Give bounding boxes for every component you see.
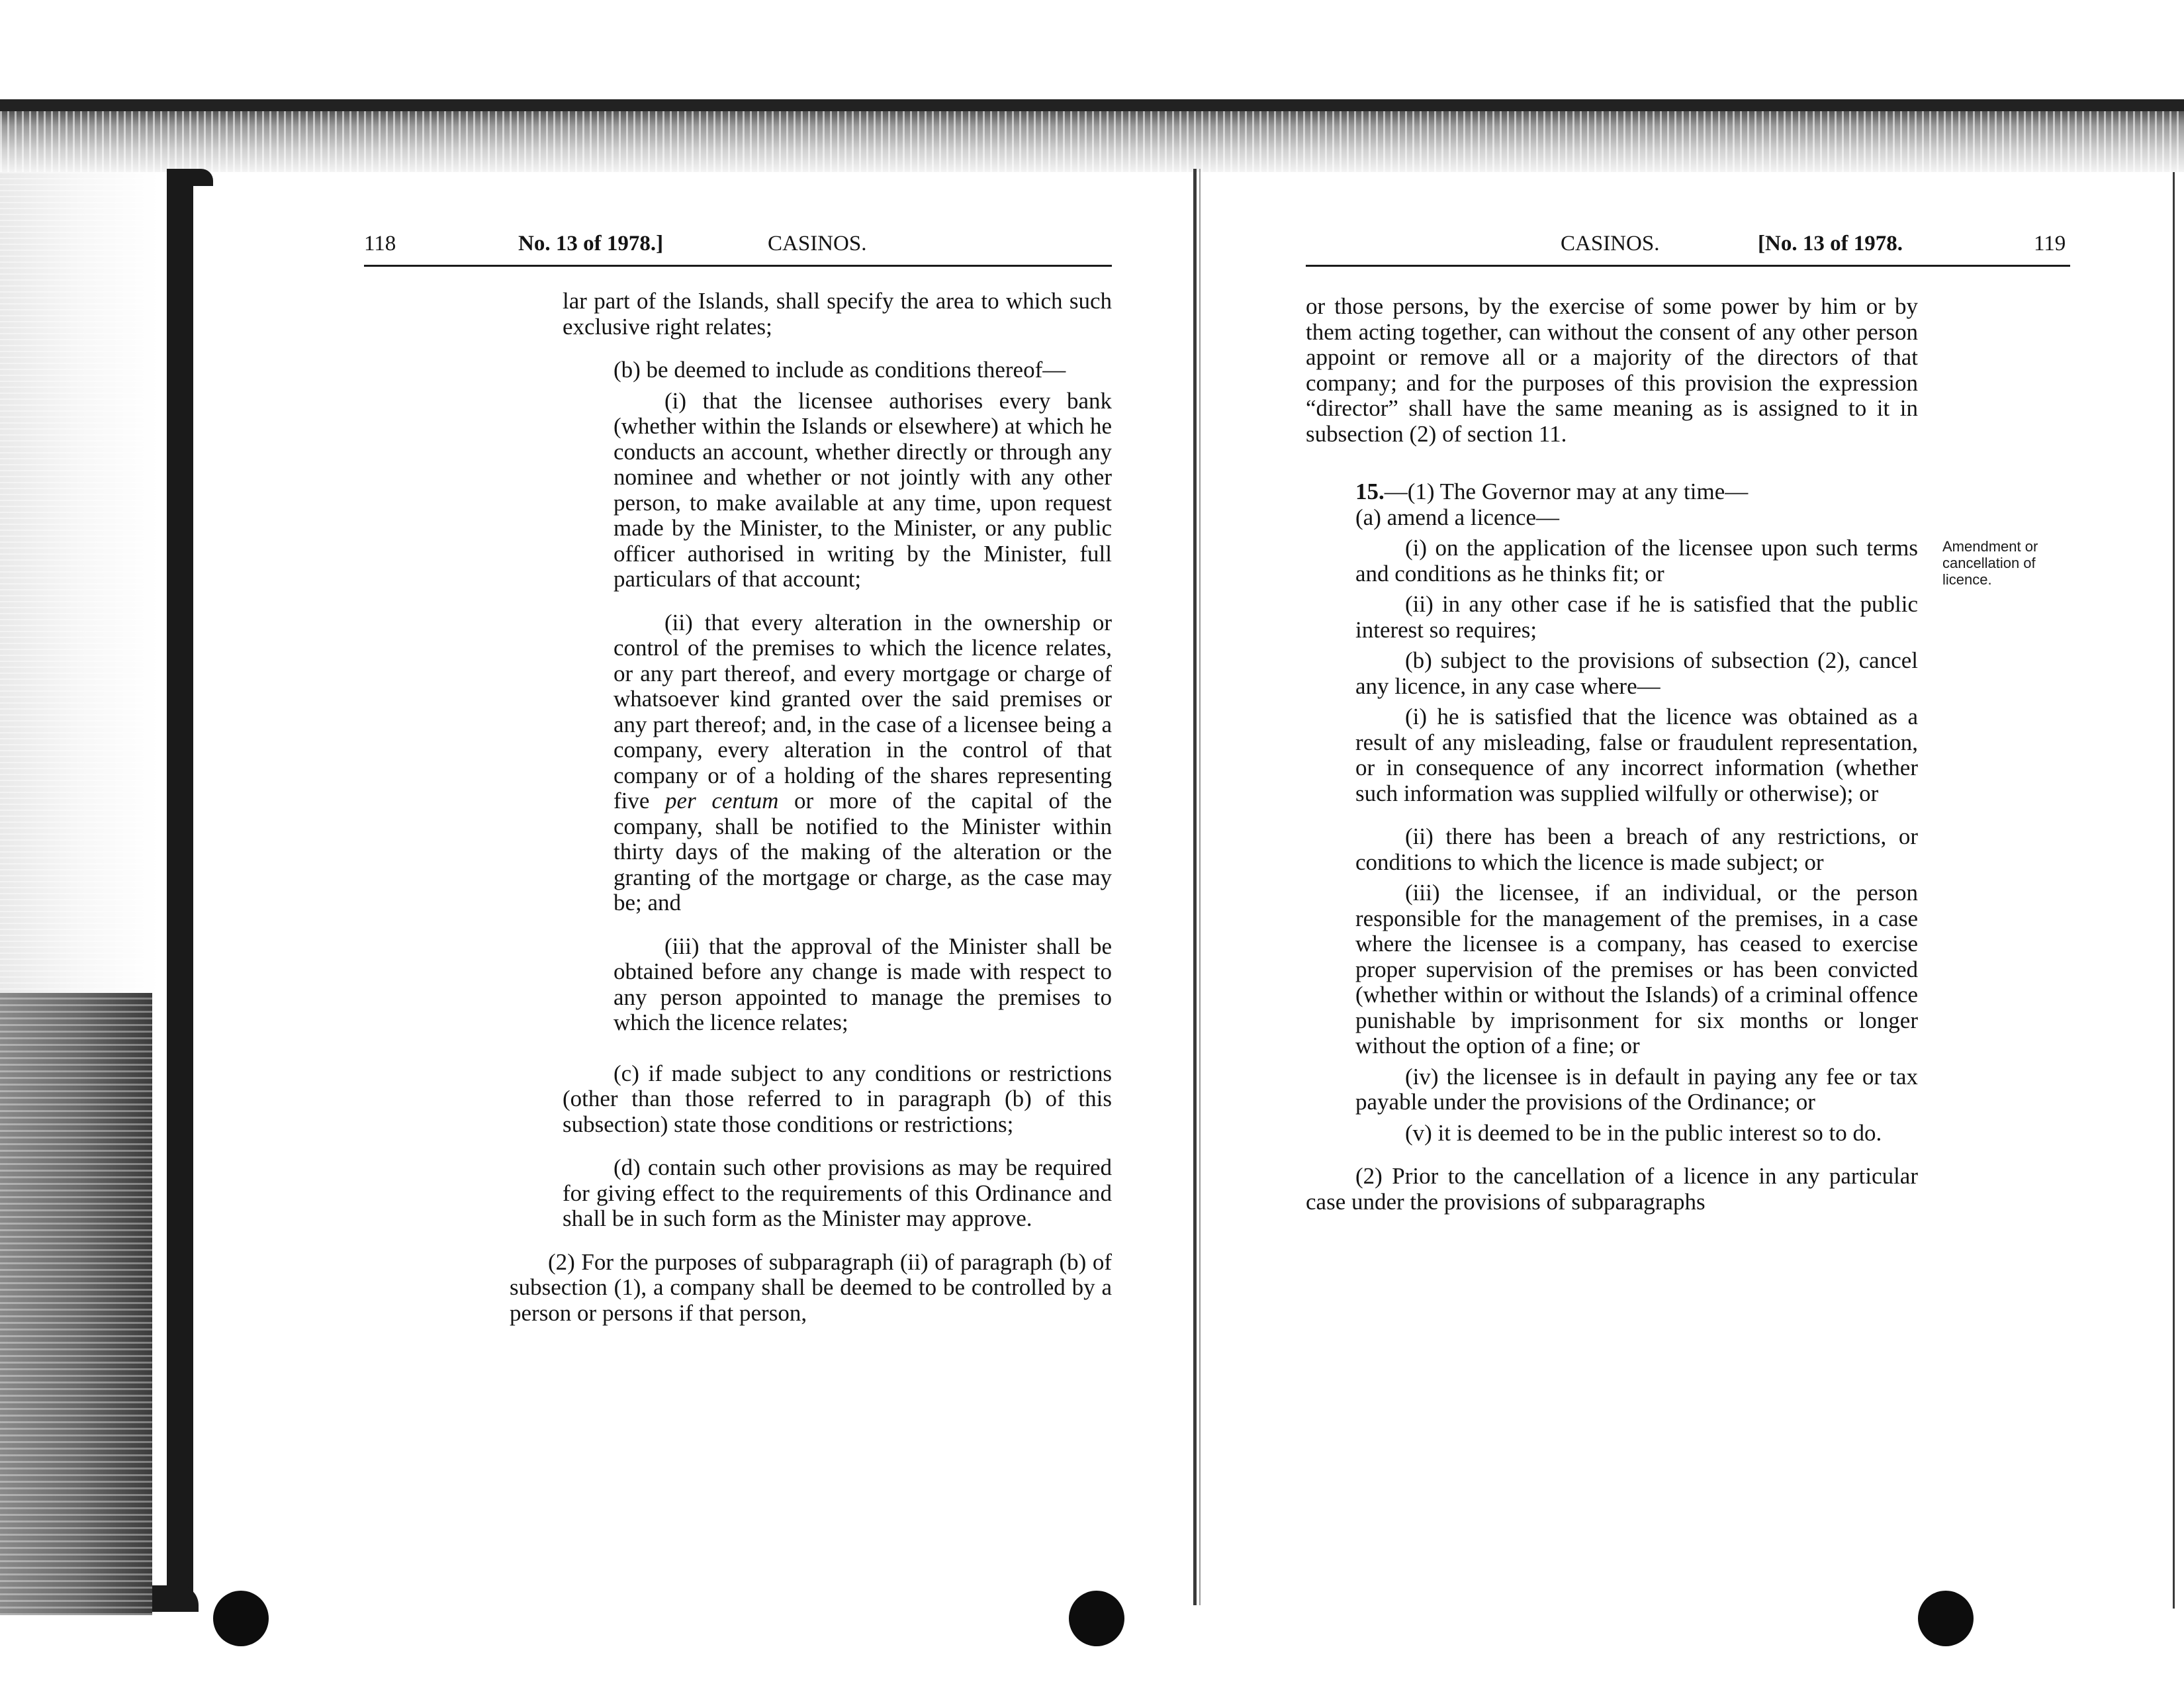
running-title: CASINOS. [768,232,867,256]
paragraph-b: (b) be deemed to include as conditions thereof— [614,357,1066,383]
subparagraph-b-i: (i) that the licensee authorises every bank (whether within the Islands or elsewhere) at which he conducts an account, whether directly or through any nominee and whether or not jointly with any other person, to make available at any time, upon request made by the Minister, to the Minister, or any public officer authorised in writing by the Minister, full particulars of that account; [614,387,1112,592]
page-number: 118 [364,232,396,256]
subparagraph-b-iv: (iv) the licensee is in default in paying any fee or tax payable under the provisions of the Ordinance; or [1355,1063,1918,1115]
italic-per-centum: per centum [665,788,779,814]
paragraph-b: (b) subject to the provisions of subsection (2), cancel any licence, in any case where— [1355,647,1918,699]
section-15: 15.—(1) The Governor may at any time— [1355,479,1749,504]
header-rule [364,265,1112,267]
left-body-text [364,289,1112,1326]
page-gutter [1193,169,1197,1605]
subparagraph-b-v: (v) it is deemed to be in the public interest so to do. [1405,1119,1882,1146]
paragraph-c: (c) if made subject to any conditions or restrictions (other than those referred to in paragraph (b) of this subsection) state those conditions or restrictions; [563,1060,1112,1137]
subsection-2: (2) For the purposes of subparagraph (ii) of paragraph (b) of subsection (1), a company shall be deemed to be controlled by a person or persons if that person, [510,1248,1112,1326]
ordinance-number: [No. 13 of 1978. [1758,232,1903,256]
ordinance-number: No. 13 of 1978.] [518,232,664,256]
paragraph-d: (d) contain such other provisions as may be required for giving effect to the requirements of this Ordinance and shall be in such form as the Minister may approve. [563,1154,1112,1231]
scan-left-shadow [0,993,152,1615]
binding-edge [167,169,193,1605]
punch-hole-right [1918,1591,1974,1646]
running-title: CASINOS. [1561,232,1660,256]
subparagraph-b-ii: (ii) there has been a breach of any restrictions, or conditions to which the licence is made subject; or [1355,823,1918,875]
running-head [364,232,1112,265]
paragraph-continuation: or those persons, by the exercise of some power by him or by them acting together, can without the consent of any other person appoint or remove all or a majority of the directors of that company; and for the purposes of this provision the expression “director” shall have the same meaning as is assigned to it in subsection (2) of section 11. [1306,293,1918,447]
subparagraph-b-i: (i) he is satisfied that the licence was obtained as a result of any misleading, false or fraudulent representation, or in consequence of any incorrect information (whether such information was supplied wilfully or otherwise); or [1355,704,1918,806]
paragraph-continuation: lar part of the Islands, shall specify the area to which such exclusive right relates; [563,288,1112,340]
subparagraph-b-ii: (ii) that every alteration in the ownership or control of the premises to which the licence relates, or any part thereof, and every mortgage or charge of whatsoever kind granted over the said premises or any part thereof; and, in the case of a licensee being a company, every alteration in the control of that company or of a holding of the shares representing five per centum or more of the capital of the company, shall be notified to the Minister within thirty days of the making of the alteration or the granting of the mortgage or charge, as the case may be; and [614,609,1112,915]
punch-hole-center [1069,1591,1124,1646]
right-page [1306,232,2070,1215]
subparagraph-b-iii: (iii) that the approval of the Minister shall be obtained before any change is made with respect to any person appointed to manage the premises to which the licence relates; [614,933,1112,1035]
header-rule [1306,265,2070,267]
subsection-2: (2) Prior to the cancellation of a licence in any particular case under the provisions of subparagraphs [1306,1163,1918,1215]
page-number: 119 [2034,232,2066,256]
subparagraph-a-ii: (ii) in any other case if he is satisfied that the public interest so requires; [1355,591,1918,643]
running-head [1306,232,2070,265]
subparagraph-a-i: (i) on the application of the licensee upon such terms and conditions as he thinks fit; or [1355,535,1918,586]
section-number: 15. [1355,479,1385,504]
right-page-edge [2173,172,2175,1609]
punch-hole-left [213,1591,269,1646]
marginal-note: Amendment or cancellation of licence. [1942,538,2038,588]
right-body-text [1306,294,1918,1215]
page-gutter-shadow [1199,169,1201,1605]
paragraph-a: (a) amend a licence— [1355,504,1560,530]
left-page [364,232,1112,1326]
binding-edge-top [167,169,213,186]
subparagraph-b-iii: (iii) the licensee, if an individual, or the person responsible for the management of the premises, in a case where the licensee is a company, has ceased to exercise proper supervision of the premises or has been convicted (whether within or without the Islands) of a criminal offence punishable by imprisonment for six months or longer without the option of a fine; or [1355,880,1918,1058]
scan-top-shadow [0,99,2184,172]
